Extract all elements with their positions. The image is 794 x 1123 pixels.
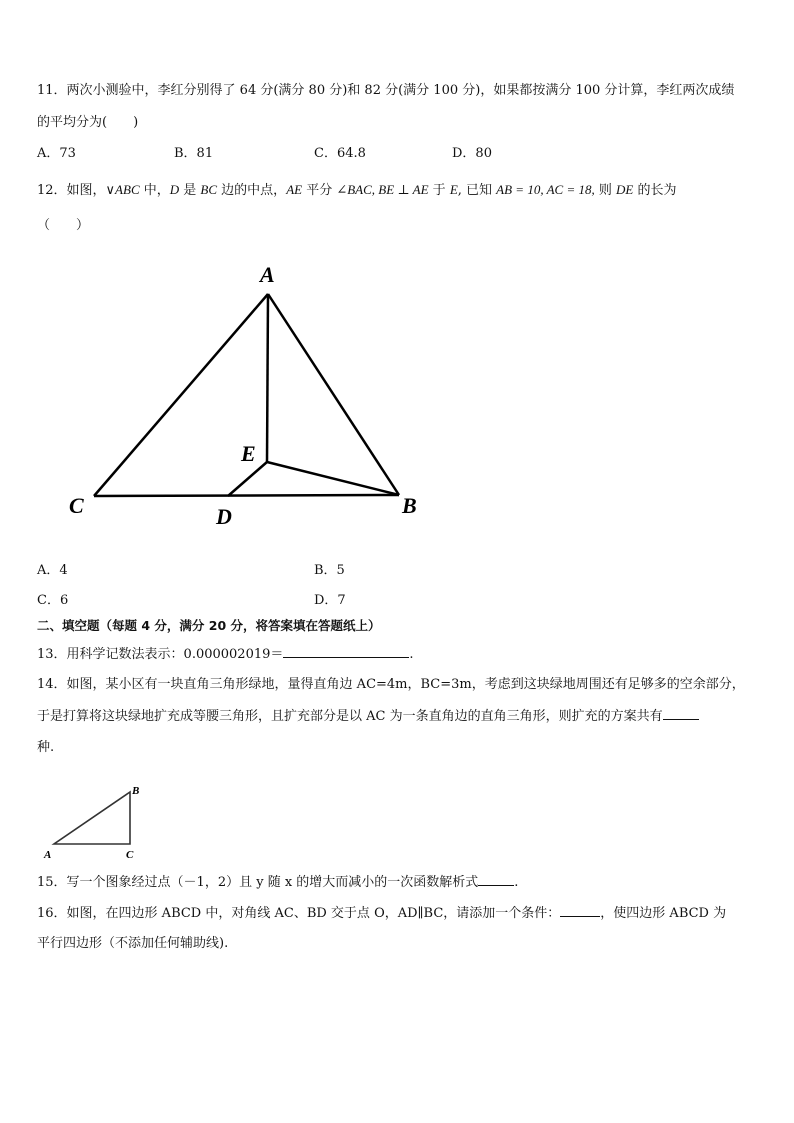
q15-end: . xyxy=(514,875,519,890)
q12-text: 于 xyxy=(428,183,450,198)
q16-text: 16．如图，在四边形 ABCD 中，对角线 AC、BD 交于点 O，AD∥BC，请添加一个条件： xyxy=(37,906,561,921)
q12-label-c: C xyxy=(69,493,84,518)
q12-segment-bc: BC xyxy=(200,182,218,197)
q12-option-a[interactable]: A．4 xyxy=(37,563,68,578)
q14-stem-line1: 14．如图，某小区有一块直角三角形绿地，量得直角边 AC=4m，BC=3m，考虑到这块绿地周围还有足够多的空余部分， xyxy=(37,677,745,692)
q12-point-e: E xyxy=(449,182,458,197)
q13-text: 13．用科学记数法表示：0.000002019＝ xyxy=(37,647,284,662)
q14-stem-line2 xyxy=(37,707,699,726)
q12-segment-ae: AE xyxy=(286,182,303,197)
q12-prefix: 12．如图， xyxy=(37,183,106,198)
q14-label-b: B xyxy=(132,785,140,797)
q11-stem-line1: 11．两次小测验中，李红分别得了 64 分(满分 80 分)和 82 分(满分 100 分)，如果都按满分 100 分计算，李红两次成绩 xyxy=(37,83,735,98)
q16-stem-line1 xyxy=(37,904,726,923)
q11-option-b[interactable]: B．81 xyxy=(174,146,214,161)
q12-stem-line1 xyxy=(37,181,676,200)
q14-answer-blank[interactable] xyxy=(663,707,699,720)
q11-stem-line2: 的平均分为( ) xyxy=(37,115,139,130)
q12-text: 中， xyxy=(139,183,170,198)
q12-segment-de: DE xyxy=(616,182,634,197)
q11-option-c[interactable]: C．64.8 xyxy=(314,146,366,161)
q12-segment-de-line xyxy=(228,462,267,496)
q14-label-c: C xyxy=(126,849,134,861)
q12-condition: ∠BAC, BE ⊥ AE xyxy=(336,182,429,197)
q12-segment-ae-line xyxy=(267,294,268,462)
q12-edge-cb xyxy=(94,495,399,496)
q13-stem xyxy=(37,645,414,664)
q12-text: 则 xyxy=(594,183,616,198)
q12-text: 的长为 xyxy=(633,183,677,198)
q14-label-a: A xyxy=(44,849,52,861)
q12-label-d: D xyxy=(216,504,232,529)
q12-edge-ab xyxy=(268,294,399,495)
q14-triangle-shape xyxy=(54,792,130,844)
q12-text: 边的中点， xyxy=(217,183,287,198)
q12-label-b: B xyxy=(402,493,417,518)
q12-triangle-figure xyxy=(60,258,440,533)
q12-triangle: ∨ABC xyxy=(105,182,140,197)
q12-point-d: D xyxy=(169,182,180,197)
q14-stem-line3: 种. xyxy=(37,740,55,755)
q12-option-c[interactable]: C．6 xyxy=(37,593,69,608)
q12-text: 平分 xyxy=(302,183,337,198)
q12-label-e: E xyxy=(241,441,256,466)
q12-stem-line2: （ ） xyxy=(37,218,90,233)
q11-option-a[interactable]: A．73 xyxy=(37,146,76,161)
q12-segment-eb-line xyxy=(267,462,399,495)
q16-answer-blank[interactable] xyxy=(560,904,600,917)
q14-text: 于是打算将这块绿地扩充成等腰三角形，且扩充部分是以 AC 为一条直角边的直角三角形，则扩充的方案共有 xyxy=(37,709,663,724)
section-heading: 二、填空题（每题 4 分，满分 20 分，将答案填在答题纸上） xyxy=(37,618,381,633)
q12-text: 是 xyxy=(179,183,201,198)
q13-answer-blank[interactable] xyxy=(283,645,409,658)
q12-label-a: A xyxy=(260,262,275,287)
q15-answer-blank[interactable] xyxy=(478,873,514,886)
q14-right-triangle-figure xyxy=(40,780,150,865)
q12-option-b[interactable]: B．5 xyxy=(314,563,345,578)
q15-stem xyxy=(37,873,518,892)
q12-option-d[interactable]: D．7 xyxy=(314,593,346,608)
q12-text: , 已知 xyxy=(457,183,497,198)
q13-end: . xyxy=(409,647,414,662)
q16-stem-line2: 平行四边形（不添加任何辅助线). xyxy=(37,936,229,951)
q11-option-d[interactable]: D．80 xyxy=(452,146,492,161)
q16-text: ，使四边形 ABCD 为 xyxy=(600,906,727,921)
q15-text: 15．写一个图象经过点（－1，2）且 y 随 x 的增大而减小的一次函数解析式 xyxy=(37,875,479,890)
q12-given: AB = 10, AC = 18, xyxy=(496,182,595,197)
